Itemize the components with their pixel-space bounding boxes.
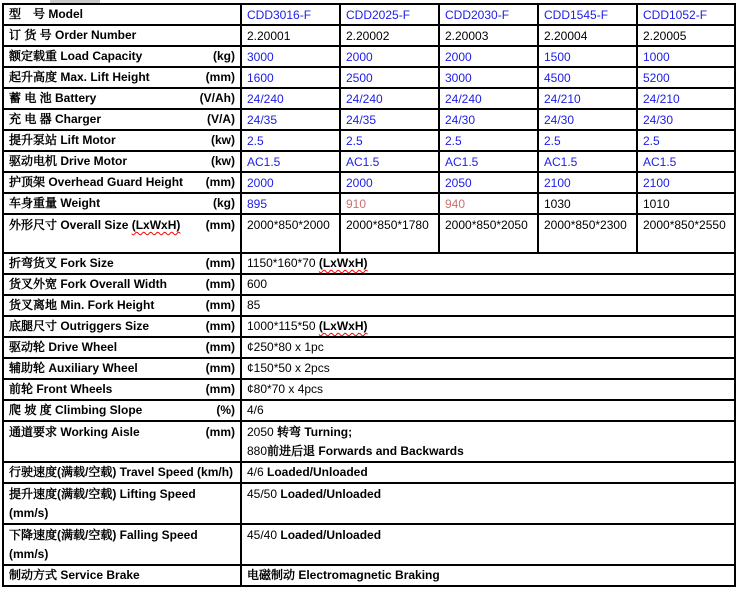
cell-max-lift-height-4: 5200 xyxy=(637,67,735,88)
cell-max-lift-height-3: 4500 xyxy=(538,67,637,88)
cell-battery-0: 24/240 xyxy=(241,88,340,109)
label-text-falling-speed: (mm/s) xyxy=(9,547,49,561)
row-front-wheels xyxy=(3,379,735,400)
cell-order-number-4: 2.20005 xyxy=(637,25,735,46)
label-working-aisle xyxy=(3,421,241,462)
label-falling-speed xyxy=(3,524,241,565)
cell-load-capacity-2: 2000 xyxy=(439,46,538,67)
label-text-falling-speed: 下降速度(满载/空载) Falling Speed xyxy=(9,528,198,542)
label-text-overall-size: (LxWxH) xyxy=(131,218,181,232)
value-text-fork-size: (LxWxH) xyxy=(318,256,368,270)
label-outriggers-size xyxy=(3,316,241,337)
cell-drive-motor-2: AC1.5 xyxy=(439,151,538,172)
value-text-fork-overall-width: 600 xyxy=(247,277,268,291)
value-text-service-brake: 电磁制动 Electromagnetic Braking xyxy=(247,568,440,582)
label-text-drive-wheel: 驱动轮 Drive Wheel xyxy=(9,340,118,354)
label-text-auxiliary-wheel: 辅助轮 Auxiliary Wheel xyxy=(9,361,138,375)
value-text-working-aisle: 前进后退 Forwards and Backwards xyxy=(267,444,464,458)
label-lift-motor xyxy=(3,130,241,151)
label-fork-size xyxy=(3,253,241,274)
label-text-load-capacity: 额定载重 Load Capacity xyxy=(9,49,143,63)
cell-weight-0: 895 xyxy=(241,193,340,214)
spec-table-body xyxy=(3,4,735,586)
cell-charger-0: 24/35 xyxy=(241,109,340,130)
cell-order-number-1: 2.20002 xyxy=(340,25,439,46)
cell-overhead-guard-height-1: 2000 xyxy=(340,172,439,193)
row-drive-wheel xyxy=(3,337,735,358)
row-fork-size xyxy=(3,253,735,274)
label-overhead-guard-height xyxy=(3,172,241,193)
unit-overhead-guard-height: (mm) xyxy=(205,175,235,189)
row-fork-overall-width xyxy=(3,274,735,295)
cell-load-capacity-3: 1500 xyxy=(538,46,637,67)
cell-weight-2: 940 xyxy=(439,193,538,214)
cell-overhead-guard-height-2: 2050 xyxy=(439,172,538,193)
cell-drive-motor-4: AC1.5 xyxy=(637,151,735,172)
unit-fork-overall-width: (mm) xyxy=(205,277,235,291)
row-lifting-speed xyxy=(3,483,735,524)
value-text-auxiliary-wheel: ¢150*50 x 2pcs xyxy=(247,361,330,375)
cell-lift-motor-4: 2.5 xyxy=(637,130,735,151)
label-text-battery: 蓄 电 池 Battery xyxy=(9,91,97,105)
cell-lifting-speed-value xyxy=(241,483,735,524)
value-text-lifting-speed: Loaded/Unloaded xyxy=(280,487,382,501)
label-text-order-number: 订 货 号 Order Number xyxy=(9,28,137,42)
row-order-number xyxy=(3,25,735,46)
cell-overall-size-1: 2000*850*1780 xyxy=(340,214,439,253)
value-text-climbing-slope: 4/6 xyxy=(247,403,264,417)
cell-order-number-2: 2.20003 xyxy=(439,25,538,46)
cell-outriggers-size-value xyxy=(241,316,735,337)
label-min-fork-height xyxy=(3,295,241,316)
label-service-brake xyxy=(3,565,241,586)
label-text-overhead-guard-height: 护顶架 Overhead Guard Height xyxy=(9,175,184,189)
unit-overall-size: (mm) xyxy=(205,218,235,232)
cell-fork-size-value xyxy=(241,253,735,274)
label-text-travel-speed: 行驶速度(满载/空载) Travel Speed (km/h) xyxy=(9,465,234,479)
cell-drive-wheel-value xyxy=(241,337,735,358)
value-text-outriggers-size: 1000*115*50 xyxy=(247,319,319,333)
cell-front-wheels-value xyxy=(241,379,735,400)
unit-climbing-slope: (%) xyxy=(216,403,235,417)
row-battery xyxy=(3,88,735,109)
label-battery xyxy=(3,88,241,109)
label-text-charger: 充 电 器 Charger xyxy=(9,112,102,126)
value-text-working-aisle: 转弯 Turning; xyxy=(277,425,353,439)
cell-max-lift-height-2: 3000 xyxy=(439,67,538,88)
label-auxiliary-wheel xyxy=(3,358,241,379)
label-text-lift-motor: 提升泵站 Lift Motor xyxy=(9,133,116,147)
cell-overall-size-4: 2000*850*2550 xyxy=(637,214,735,253)
row-max-lift-height xyxy=(3,67,735,88)
cell-load-capacity-1: 2000 xyxy=(340,46,439,67)
row-travel-speed xyxy=(3,462,735,483)
value-text-travel-speed: Loaded/Unloaded xyxy=(267,465,368,479)
cell-weight-4: 1010 xyxy=(637,193,735,214)
value-text-min-fork-height: 85 xyxy=(247,298,261,312)
cell-lift-motor-3: 2.5 xyxy=(538,130,637,151)
forklift-spec-table xyxy=(2,3,736,587)
cell-drive-motor-0: AC1.5 xyxy=(241,151,340,172)
cell-drive-motor-3: AC1.5 xyxy=(538,151,637,172)
value-text-front-wheels: ¢80*70 x 4pcs xyxy=(247,382,324,396)
label-text-fork-size: 折弯货叉 Fork Size xyxy=(9,256,114,270)
label-travel-speed xyxy=(3,462,241,483)
cell-fork-overall-width-value xyxy=(241,274,735,295)
value-text-working-aisle: 2050 xyxy=(247,425,278,439)
cell-overall-size-0: 2000*850*2000 xyxy=(241,214,340,253)
unit-drive-wheel: (mm) xyxy=(205,340,235,354)
cell-falling-speed-value xyxy=(241,524,735,565)
unit-working-aisle: (mm) xyxy=(205,425,235,439)
label-fork-overall-width xyxy=(3,274,241,295)
label-text-lifting-speed: 提升速度(满载/空载) Lifting Speed xyxy=(9,487,196,501)
value-text-outriggers-size: (LxWxH) xyxy=(318,319,368,333)
value-text-lifting-speed: 45/50 xyxy=(247,487,281,501)
cell-auxiliary-wheel-value xyxy=(241,358,735,379)
unit-load-capacity: (kg) xyxy=(213,49,235,63)
value-text-travel-speed: 4/6 xyxy=(247,465,268,479)
value-text-falling-speed: Loaded/Unloaded xyxy=(280,528,382,542)
label-order-number xyxy=(3,25,241,46)
label-text-model: 型 号 Model xyxy=(9,7,83,21)
value-text-fork-size: 1150*160*70 xyxy=(247,256,319,270)
cell-service-brake-value xyxy=(241,565,735,586)
label-max-lift-height xyxy=(3,67,241,88)
cell-model-3: CDD1545-F xyxy=(538,4,637,25)
cell-climbing-slope-value xyxy=(241,400,735,421)
cell-model-0: CDD3016-F xyxy=(241,4,340,25)
cell-model-2: CDD2030-F xyxy=(439,4,538,25)
label-charger xyxy=(3,109,241,130)
label-text-overall-size: 外形尺寸 Overall Size xyxy=(9,218,132,232)
label-model xyxy=(3,4,241,25)
row-charger xyxy=(3,109,735,130)
label-text-lifting-speed: (mm/s) xyxy=(9,506,49,520)
cell-overhead-guard-height-0: 2000 xyxy=(241,172,340,193)
unit-lift-motor: (kw) xyxy=(211,133,235,147)
cell-drive-motor-1: AC1.5 xyxy=(340,151,439,172)
unit-min-fork-height: (mm) xyxy=(205,298,235,312)
cell-lift-motor-1: 2.5 xyxy=(340,130,439,151)
label-text-working-aisle: 通道要求 Working Aisle xyxy=(9,425,140,439)
row-load-capacity xyxy=(3,46,735,67)
cell-max-lift-height-1: 2500 xyxy=(340,67,439,88)
label-lifting-speed xyxy=(3,483,241,524)
unit-max-lift-height: (mm) xyxy=(205,70,235,84)
unit-drive-motor: (kw) xyxy=(211,154,235,168)
cell-weight-1: 910 xyxy=(340,193,439,214)
cell-battery-2: 24/240 xyxy=(439,88,538,109)
cell-charger-1: 24/35 xyxy=(340,109,439,130)
unit-weight: (kg) xyxy=(213,196,235,210)
cell-model-4: CDD1052-F xyxy=(637,4,735,25)
label-drive-wheel xyxy=(3,337,241,358)
row-weight xyxy=(3,193,735,214)
label-text-front-wheels: 前轮 Front Wheels xyxy=(9,382,113,396)
cell-battery-4: 24/210 xyxy=(637,88,735,109)
label-text-max-lift-height: 起升高度 Max. Lift Height xyxy=(9,70,150,84)
label-climbing-slope xyxy=(3,400,241,421)
unit-fork-size: (mm) xyxy=(205,256,235,270)
cell-charger-4: 24/30 xyxy=(637,109,735,130)
row-working-aisle xyxy=(3,421,735,462)
cell-overhead-guard-height-3: 2100 xyxy=(538,172,637,193)
label-load-capacity xyxy=(3,46,241,67)
label-text-outriggers-size: 底腿尺寸 Outriggers Size xyxy=(9,319,150,333)
cell-load-capacity-0: 3000 xyxy=(241,46,340,67)
unit-battery: (V/Ah) xyxy=(199,91,235,105)
label-text-service-brake: 制动方式 Service Brake xyxy=(9,568,140,582)
unit-outriggers-size: (mm) xyxy=(205,319,235,333)
cell-working-aisle-value xyxy=(241,421,735,462)
row-min-fork-height xyxy=(3,295,735,316)
label-text-min-fork-height: 货叉离地 Min. Fork Height xyxy=(9,298,155,312)
unit-front-wheels: (mm) xyxy=(205,382,235,396)
row-auxiliary-wheel xyxy=(3,358,735,379)
cell-overall-size-2: 2000*850*2050 xyxy=(439,214,538,253)
cell-charger-2: 24/30 xyxy=(439,109,538,130)
label-overall-size xyxy=(3,214,241,253)
cell-order-number-0: 2.20001 xyxy=(241,25,340,46)
row-falling-speed xyxy=(3,524,735,565)
label-weight xyxy=(3,193,241,214)
cell-order-number-3: 2.20004 xyxy=(538,25,637,46)
row-service-brake xyxy=(3,565,735,586)
cell-weight-3: 1030 xyxy=(538,193,637,214)
label-drive-motor xyxy=(3,151,241,172)
label-text-weight: 车身重量 Weight xyxy=(9,196,101,210)
row-model xyxy=(3,4,735,25)
row-outriggers-size xyxy=(3,316,735,337)
label-text-fork-overall-width: 货叉外宽 Fork Overall Width xyxy=(9,277,167,291)
cell-overall-size-3: 2000*850*2300 xyxy=(538,214,637,253)
cell-load-capacity-4: 1000 xyxy=(637,46,735,67)
cell-lift-motor-2: 2.5 xyxy=(439,130,538,151)
cell-lift-motor-0: 2.5 xyxy=(241,130,340,151)
cell-charger-3: 24/30 xyxy=(538,109,637,130)
cell-max-lift-height-0: 1600 xyxy=(241,67,340,88)
cell-overhead-guard-height-4: 2100 xyxy=(637,172,735,193)
row-drive-motor xyxy=(3,151,735,172)
unit-charger: (V/A) xyxy=(207,112,235,126)
cell-min-fork-height-value xyxy=(241,295,735,316)
label-front-wheels xyxy=(3,379,241,400)
cell-model-1: CDD2025-F xyxy=(340,4,439,25)
row-climbing-slope xyxy=(3,400,735,421)
unit-auxiliary-wheel: (mm) xyxy=(205,361,235,375)
row-overall-size xyxy=(3,214,735,253)
label-text-climbing-slope: 爬 坡 度 Climbing Slope xyxy=(9,403,143,417)
label-text-drive-motor: 驱动电机 Drive Motor xyxy=(9,154,128,168)
cell-travel-speed-value xyxy=(241,462,735,483)
value-text-falling-speed: 45/40 xyxy=(247,528,281,542)
value-text-working-aisle: 880 xyxy=(247,444,268,458)
row-lift-motor xyxy=(3,130,735,151)
value-text-drive-wheel: ¢250*80 x 1pc xyxy=(247,340,324,354)
cell-battery-3: 24/210 xyxy=(538,88,637,109)
cell-battery-1: 24/240 xyxy=(340,88,439,109)
row-overhead-guard-height xyxy=(3,172,735,193)
